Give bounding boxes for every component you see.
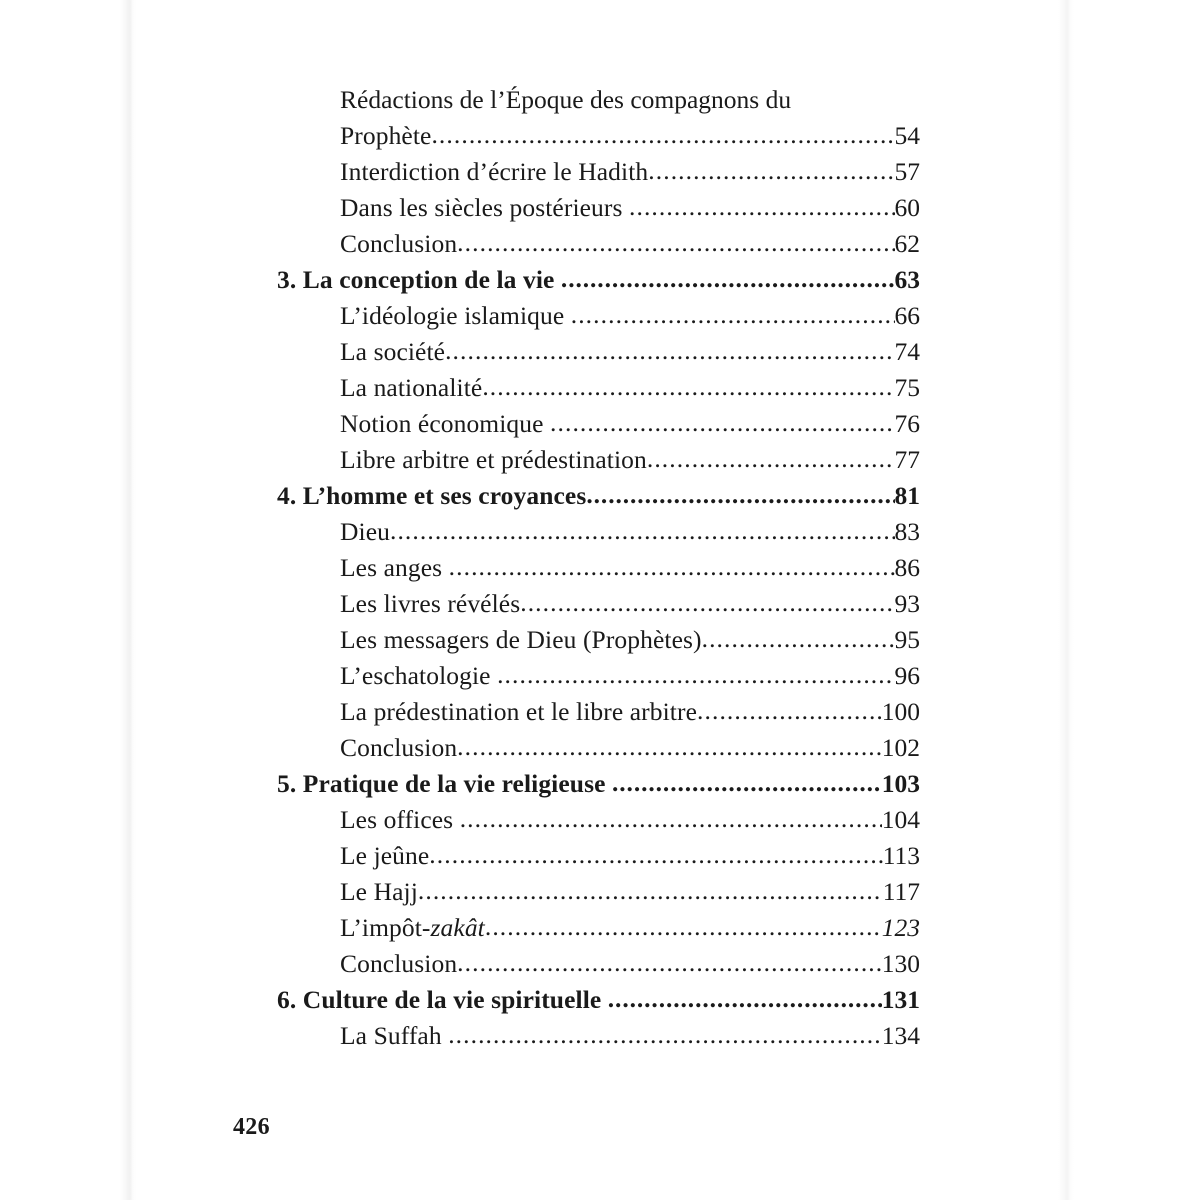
toc-entry-page-number: 93 <box>894 589 920 618</box>
toc-entry-section[interactable] <box>340 514 920 550</box>
toc-entry-title: Dans les siècles postérieurs <box>340 193 623 222</box>
toc-entry-page-number: 117 <box>882 877 920 906</box>
toc-entry-title: Le jeûne <box>340 841 430 870</box>
toc-entry-section[interactable] <box>340 586 920 622</box>
toc-leader-dots <box>418 873 883 909</box>
toc-leader-dots <box>647 441 895 477</box>
toc-leader-dots <box>457 729 882 765</box>
toc-entry-page-number: 77 <box>894 445 920 474</box>
toc-entry-title: La société <box>340 337 446 366</box>
toc-entry-page-number: 60 <box>894 193 920 222</box>
toc-entry-section[interactable] <box>340 334 920 370</box>
toc-entry-title: L’eschatologie <box>340 661 491 690</box>
toc-entry-page-number: 63 <box>894 265 920 294</box>
toc-entry-page-number: 134 <box>881 1021 920 1050</box>
toc-entry-page-number: 100 <box>881 697 920 726</box>
page-folio-number: 426 <box>233 1114 270 1140</box>
toc-entry-page-number: 95 <box>894 625 920 654</box>
toc-entry-title: Interdiction d’écrire le Hadith <box>340 157 649 186</box>
toc-leader-dots <box>550 405 894 441</box>
toc-leader-dots <box>571 297 895 333</box>
toc-entry-section[interactable] <box>340 118 920 154</box>
toc-entry-title: 4. L’homme et ses croyances <box>277 481 587 510</box>
toc-entry-section[interactable] <box>340 802 920 838</box>
toc-leader-dots <box>520 585 894 621</box>
toc-entry-page-number: 66 <box>894 301 920 330</box>
toc-entry-section[interactable] <box>340 946 920 982</box>
toc-entry-title-italic-term: zakât <box>430 913 485 942</box>
toc-leader-dots <box>457 945 882 981</box>
toc-entry-page-number: 54 <box>894 121 920 150</box>
toc-entry-page-number: 131 <box>881 985 920 1014</box>
toc-leader-dots <box>612 765 882 801</box>
toc-entry-chapter[interactable] <box>277 766 920 802</box>
toc-entry-page-number: 104 <box>881 805 920 834</box>
toc-entry-chapter[interactable] <box>277 982 920 1018</box>
toc-leader-dots <box>390 513 895 549</box>
toc-entry-title: Les anges <box>340 553 443 582</box>
toc-entry-section[interactable] <box>340 694 920 730</box>
toc-entry-section[interactable] <box>340 370 920 406</box>
toc-entry-section[interactable] <box>340 154 920 190</box>
toc-entry-section[interactable] <box>340 658 920 694</box>
toc-leader-dots <box>457 225 894 261</box>
toc-entry-page-number: 83 <box>894 517 920 546</box>
page-gutter-shadow <box>120 0 136 1200</box>
toc-entry-page-number: 74 <box>894 337 920 366</box>
toc-entry-title: Le Hajj <box>340 877 418 906</box>
toc-entry-chapter[interactable] <box>277 262 920 298</box>
toc-entry-section[interactable] <box>340 910 920 946</box>
toc-leader-dots <box>448 1017 882 1053</box>
toc-entry-page-number: 57 <box>894 157 920 186</box>
toc-entry-page-number: 130 <box>881 949 920 978</box>
toc-entry-page-number: 62 <box>894 229 920 258</box>
toc-entry-section[interactable] <box>340 874 920 910</box>
toc-leader-dots <box>561 261 895 297</box>
toc-entry-title: Les offices <box>340 805 454 834</box>
toc-leader-dots <box>608 981 882 1017</box>
toc-entry-page-number: 75 <box>894 373 920 402</box>
toc-entry-title: Les messagers de Dieu (Prophètes) <box>340 625 702 654</box>
toc-entry-section[interactable] <box>340 298 920 334</box>
toc-leader-dots <box>431 117 894 153</box>
toc-entry-section[interactable] <box>340 1018 920 1054</box>
toc-entry-section[interactable] <box>340 190 920 226</box>
table-of-contents <box>277 82 920 1054</box>
toc-leader-dots <box>497 657 894 693</box>
toc-entry-title: Notion économique <box>340 409 544 438</box>
toc-leader-dots <box>586 477 894 513</box>
toc-entry-page-number: 86 <box>894 553 920 582</box>
toc-entry-title: L’impôt- <box>340 913 431 942</box>
toc-leader-dots <box>485 909 882 945</box>
toc-entry-page-number: 81 <box>894 481 920 510</box>
toc-leader-dots <box>697 693 882 729</box>
toc-entry-page-number: 102 <box>881 733 920 762</box>
toc-entry-chapter[interactable] <box>277 478 920 514</box>
toc-entry-section[interactable] <box>340 838 920 874</box>
toc-entry-title: La prédestination et le libre arbitre <box>340 697 698 726</box>
toc-entry-page-number: 103 <box>881 769 920 798</box>
toc-entry-title-overflow-line: Rédactions de l’Époque des compagnons du <box>340 85 792 114</box>
toc-entry-page-number: 96 <box>894 661 920 690</box>
toc-leader-dots <box>445 333 894 369</box>
toc-entry-page-number: 123 <box>881 913 920 942</box>
toc-leader-dots <box>460 801 882 837</box>
toc-entry-section[interactable] <box>340 226 920 262</box>
toc-leader-dots <box>629 189 895 225</box>
toc-entry-title: La Suffah <box>340 1021 442 1050</box>
toc-entry-title: Les livres révélés <box>340 589 521 618</box>
toc-entry-section[interactable] <box>340 406 920 442</box>
toc-leader-dots <box>702 621 895 657</box>
toc-entry-title: 3. La conception de la vie <box>277 265 555 294</box>
toc-entry-section[interactable] <box>340 622 920 658</box>
toc-entry-title: Conclusion <box>340 733 458 762</box>
toc-entry-page-number: 76 <box>894 409 920 438</box>
toc-entry-title: Conclusion <box>340 949 458 978</box>
toc-entry-title: L’idéologie islamique <box>340 301 565 330</box>
toc-entry-title: Prophète <box>340 121 432 150</box>
toc-entry-title: 5. Pratique de la vie religieuse <box>277 769 606 798</box>
toc-entry-title: Dieu <box>340 517 390 546</box>
toc-entry-title: Libre arbitre et prédestination <box>340 445 647 474</box>
toc-entry-title: Conclusion <box>340 229 458 258</box>
toc-entry-title: 6. Culture de la vie spirituelle <box>277 985 602 1014</box>
toc-entry-page-number: 113 <box>882 841 920 870</box>
toc-leader-dots <box>648 153 894 189</box>
page-right-edge-shadow <box>1058 0 1074 1200</box>
toc-entry-section[interactable] <box>340 730 920 766</box>
toc-entry-section[interactable] <box>340 550 920 586</box>
toc-entry-title: La nationalité <box>340 373 483 402</box>
toc-leader-dots <box>449 549 895 585</box>
toc-entry-section[interactable] <box>340 442 920 478</box>
toc-leader-dots <box>429 837 882 873</box>
toc-leader-dots <box>482 369 894 405</box>
